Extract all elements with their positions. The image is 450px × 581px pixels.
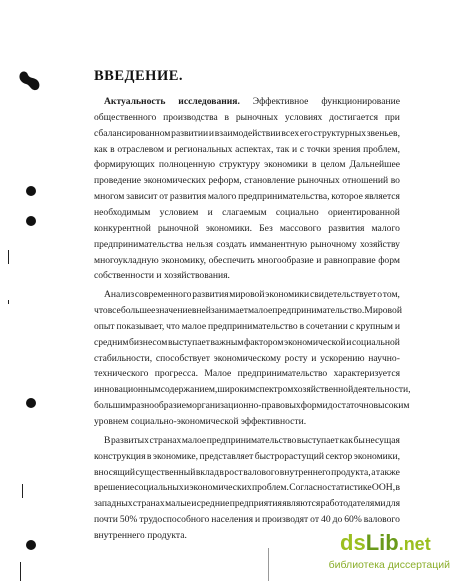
text-line: формирующих полноценную структуру экономики в целом Дальнейшее (94, 159, 400, 171)
text-line: Актуальность исследования. Эффективное функционирование (104, 96, 400, 107)
text-line: внутреннего продукта. (94, 529, 187, 541)
text-line: стабильности, способствует экономическому росту и ускорению научно- (94, 352, 400, 364)
text-line: средним бизнесом выступает важным фактором экономической и социальной (94, 336, 400, 348)
scan-edge-mark (8, 250, 9, 264)
text-line: уровнем социально-экономической эффективности. (94, 416, 307, 427)
text-line: технического прогресса. Малое предпринимательство характеризуется (94, 368, 400, 380)
scan-edge-mark (268, 548, 269, 581)
ink-blot-mark (18, 70, 42, 92)
text-line: опыт показывает, что малое предпринимательство в сочетании с крупным и (94, 320, 400, 332)
text-line: проведение экономических реформ, становление рыночных отношений во (94, 175, 400, 187)
scan-edge-mark (22, 484, 23, 498)
text-line: предпринимательства нельзя создать имманентную рыночному хозяйству (94, 238, 400, 250)
punch-hole-mark (26, 540, 36, 550)
text-line: в решение социальных и экономических проблем. Согласно статистике ООН, в (94, 482, 400, 494)
text-line: конкурентной рыночной экономики. Без массового развития малого (94, 222, 400, 234)
text-line: В развитых странах малое предпринимательство выступает как бы несущая (104, 434, 400, 446)
text-line: как в отраслевом и региональных аспектах, так и с точки зрения проблем, (94, 143, 400, 155)
scan-edge-mark (8, 300, 9, 304)
watermark-subtitle: библиотека диссертаций (328, 559, 450, 571)
text-line: многом зависит от развития малого предпринимательства, которое является (94, 191, 400, 203)
punch-hole-mark (26, 186, 36, 196)
text-line: Анализ современного развития мировой экономики свидетельствует о том, (104, 289, 400, 301)
text-line: вносящий существенный вклад в рост валового внутреннего продукта, а также (94, 466, 400, 478)
text-line: общественного производства в рыночных условиях достигается при (94, 111, 400, 123)
page-heading: ВВЕДЕНИЕ. (94, 68, 184, 84)
text-line: сбалансированном развитии и взаимодействии всех его структурных звеньев, (94, 127, 400, 139)
text-line: что все большее значение в ней занимает малое предпринимательство. Мировой (94, 305, 402, 317)
watermark (324, 530, 450, 576)
punch-hole-mark (26, 216, 36, 226)
text-line: конструкция в экономике, представляет быстрорастущий сектор экономики, (94, 450, 400, 462)
watermark-logo: dsLib.net (340, 530, 431, 555)
text-line: многоукладную экономику, обеспечить многообразие и равноправие форм (94, 254, 400, 266)
text-line: западных странах малые и средние предприятия являются работодателями для (94, 498, 400, 510)
text-line: почти 50% трудоспособного населения и производят от 40 до 60% валового (94, 514, 400, 526)
text-line: большим разнообразием организационно-правовых форм и достаточно высоким (94, 400, 410, 412)
scan-edge-mark (20, 562, 21, 581)
text-line: инновационным содержанием, широким спектром хозяйственной деятельности, (94, 384, 411, 396)
text-line: необходимым условием и слагаемым социально ориентированной (94, 206, 400, 218)
punch-hole-mark (26, 398, 36, 408)
text-line: собственности и хозяйствования. (94, 270, 230, 282)
